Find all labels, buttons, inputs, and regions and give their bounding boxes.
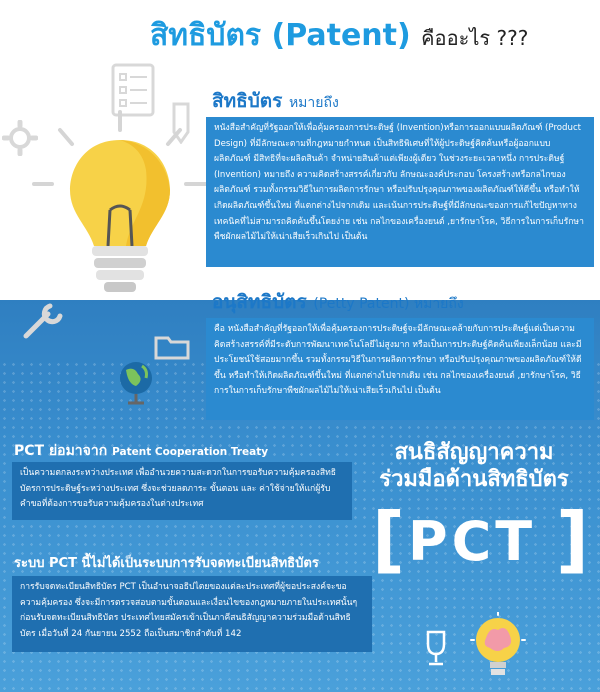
- folder-icon: [154, 334, 190, 360]
- section-pct-heading: PCT ย่อมาจาก Patent Cooperation Treaty: [14, 443, 269, 459]
- bracket-right: ]: [556, 497, 589, 581]
- page-title: [150, 12, 528, 59]
- treaty-title-line1: สนธิสัญญาความ: [394, 440, 554, 465]
- section-patent-heading: สิทธิบัตร หมายถึง: [212, 90, 339, 112]
- lightbulb-icon: [30, 110, 210, 310]
- section-pct-body: เป็นความตกลงระหว่างประเทศ เพื่ออำนวยความสะดวกในการขอรับความคุ้มครองสิทธิบัตรการประดิษฐ์ระหว่างประเทศ ซึ่งจะช่วยลดภาระ ขั้นตอน และ ค่าใช้จ่ายให้แก่ผู้รับคำขอที่ต้องการขอรับความคุ้มครองในต่างประเทศ: [12, 462, 352, 520]
- title-subtitle: คืออะไร ???: [421, 26, 529, 50]
- bracket-left: [: [372, 497, 405, 581]
- section-system-heading: ระบบ PCT นี้ไม่ได้เป็นระบบการรับจดทะเบียนสิทธิบัตร: [14, 556, 319, 571]
- wrench-icon: [20, 302, 66, 342]
- globe-icon: [116, 358, 156, 406]
- trophy-icon: [420, 628, 452, 668]
- treaty-title-line2: ร่วมมือด้านสิทธิบัตร: [379, 467, 569, 492]
- gear-icon: [2, 120, 38, 156]
- section-patent-body: หนังสือสำคัญที่รัฐออกให้เพื่อคุ้มครองการประดิษฐ์ (Invention)หรือการออกแบบผลิตภัณฑ์ (Product Design) ที่มีลักษณะตามที่กฎหมายกำหนด เป็นสิทธิพิเศษที่ให้ผู้ประดิษฐ์คิดค้นหรือผู้ออกแบบผลิตภัณฑ์ มีสิทธิที่จะผลิตสินค้า จำหน่ายสินค้าแต่เพียงผู้เดียว ในช่วงระยะเวลาหนึ่ง การประดิษฐ์ (Invention) หมายถึง ความคิดสร้างสรรค์เกี่ยวกับ ลักษณะองค์ประกอบ โครงสร้างหรือกลไกของผลิตภัณฑ์ รวมทั้งกรรมวิธีในการผลิตการรักษา หรือปรับปรุงคุณภาพของผลิตภัณฑ์ให้ดีขึ้น หรือทำให้เกิดผลิตภัณฑ์ขึ้นใหม่ ที่แตกต่างไปจากเดิม และเน้นการประดิษฐ์ที่มีลักษณะของการแก้ไขปัญหาทางเทคนิคที่ไม่สามารถคิดค้นขึ้นโดยง่าย เช่น กลไกของเครื่องยนต์ ,ยารักษาโรค, วิธีการในการเก็บรักษาพืชผักผลไม้ไม่ให้เน่าเสียเร็วเกินไป เป็นต้น: [206, 117, 594, 267]
- brain-bulb-icon: [470, 612, 526, 684]
- section-system-body: การรับจดทะเบียนสิทธิบัตร PCT เป็นอำนาจอธิปไตยของแต่ละประเทศที่ผู้ขอประสงค์จะขอความคุ้มครอง ซึ่งจะมีการตรวจสอบตามขั้นตอนและเงื่อนไขของกฎหมายภายในประเทศนั้นๆ ก่อนรับจดทะเบียนสิทธิบัตร ประเทศไทยสมัครเข้าเป็นภาคีสนธิสัญญาความร่วมมือด้านสิทธิบัตร เมื่อวันที่ 24 กันยายน 2552 ถือเป็นสมาชิกลำดับที่ 142: [12, 576, 372, 652]
- title-main: สิทธิบัตร (Patent): [150, 18, 411, 53]
- pct-acronym: PCT: [408, 510, 537, 573]
- section-petty-heading: อนุสิทธิบัตร (Petty Patent) หมายถึง: [212, 291, 464, 313]
- section-petty-body: คือ หนังสือสำคัญที่รัฐออกให้เพื่อคุ้มครองการประดิษฐ์จะมีลักษณะคล้ายกับการประดิษฐ์แต่เป็นความคิดสร้างสรรค์ที่มีระดับการพัฒนาเทคโนโลยีไม่สูงมาก หรือเป็นการประดิษฐ์คิดค้นเพียงเล็กน้อย และมีประโยชน์ใช้สอยมากขึ้น รวมทั้งกรรมวิธีในการผลิตการรักษา หรือปรับปรุงคุณภาพของผลิตภัณฑ์ให้ดีขึ้น หรือทำให้เกิดผลิตภัณฑ์ขึ้นใหม่ ที่แตกต่างไปจากเดิม เช่น กลไกของเครื่องยนต์ ,ยารักษาโรค, วิธีการในการเก็บรักษาพืชผักผลไม้ไม่ให้เน่าเสียเร็วเกินไป เป็นต้น: [206, 318, 594, 420]
